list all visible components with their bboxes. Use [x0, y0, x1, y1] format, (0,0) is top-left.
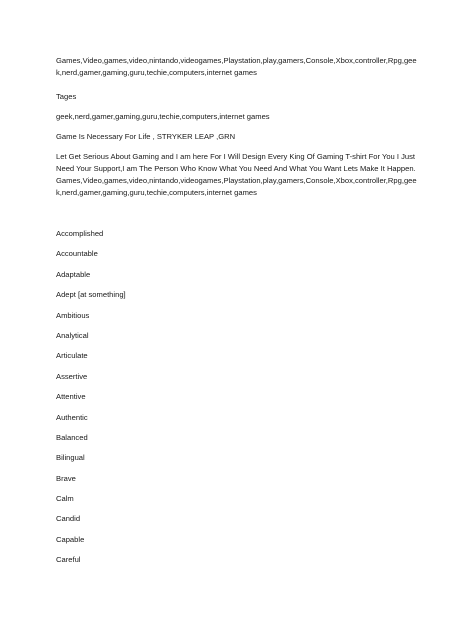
tags-paragraph: geek,nerd,gamer,gaming,guru,techie,computers,internet games [56, 112, 270, 121]
list-item: Authentic [56, 412, 88, 422]
list-item: Capable [56, 534, 85, 544]
list-item: Candid [56, 514, 81, 524]
list-item: Careful [56, 555, 81, 565]
list-item: Balanced [56, 432, 88, 442]
list-item: Attentive [56, 392, 86, 402]
list-item: Adaptable [56, 269, 91, 279]
list-item: Assertive [56, 371, 88, 381]
adjective-list [56, 228, 126, 575]
list-item: Accountable [56, 249, 98, 259]
keywords-paragraph: Games,Video,games,video,nintando,videogames,Playstation,play,gamers,Console,Xbox,controller,Rpg,geek,nerd,gamer,gaming,guru,techie,computers,internet games [56, 56, 417, 77]
title-line: Game Is Necessary For Life , STRYKER LEAP ,GRN [56, 132, 236, 141]
list-item: Calm [56, 494, 74, 504]
list-item: Adept [at something] [56, 290, 126, 300]
list-item: Articulate [56, 351, 88, 361]
list-item: Bilingual [56, 453, 85, 463]
list-item: Analytical [56, 330, 89, 340]
list-item: Ambitious [56, 310, 90, 320]
list-item: Brave [56, 473, 76, 483]
list-item: Accomplished [56, 229, 104, 238]
tags-heading: Tages [56, 92, 77, 101]
description-paragraph: Let Get Serious About Gaming and I am here For I Will Design Every King Of Gaming T-shirt For You I Just Need Your Support,I am The Person Who Know What You Need And What You Want Lets Make It Happen.Games,Video,games,video,nintando,videogames,Playstation,play,gamers,Console,Xbox,controller,Rpg,geek,nerd,gamer,gaming,guru,techie,computers,internet games [56, 152, 417, 197]
